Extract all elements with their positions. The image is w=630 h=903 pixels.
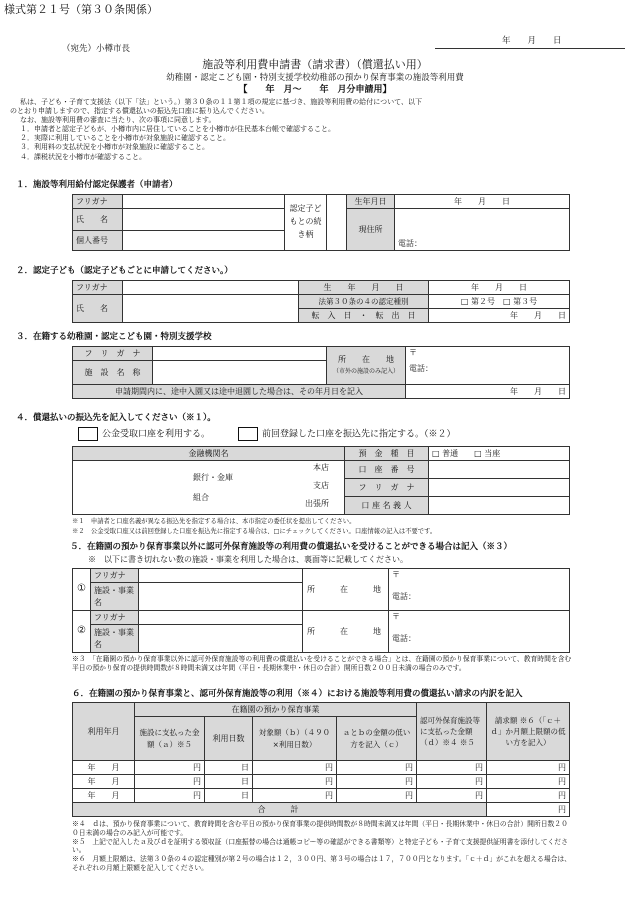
total-field[interactable]: 円 bbox=[487, 803, 570, 817]
child-furigana-field[interactable] bbox=[123, 281, 299, 295]
col-a-header: 施設に支払った金額（ａ）※５ bbox=[135, 717, 205, 761]
section4-heading: ４．償還払いの振込先を記入してください（※１）。 bbox=[16, 413, 216, 423]
section1-heading: １．施設等利用給付認定保護者（申請者） bbox=[16, 180, 178, 190]
other-address-field-1[interactable]: 〒 電話： bbox=[389, 569, 570, 611]
facility-address-label: 所 在 地 bbox=[338, 355, 394, 365]
other-furigana-field-1[interactable] bbox=[139, 569, 303, 583]
table-cell[interactable]: 円 bbox=[253, 761, 337, 775]
page-title: 施設等利用費申請書（請求書）（償還払い用） bbox=[202, 58, 428, 71]
applicant-name-field[interactable] bbox=[123, 209, 285, 231]
application-date: 年 月 日 bbox=[502, 36, 562, 46]
table-cell[interactable]: 円 bbox=[337, 761, 417, 775]
child-table bbox=[72, 280, 570, 323]
group-header: 在籍園の預かり保育事業 bbox=[135, 703, 417, 717]
child-name-label: 氏 名 bbox=[73, 295, 123, 323]
other-name-field-2[interactable] bbox=[139, 625, 303, 653]
table-cell[interactable]: 円 bbox=[253, 789, 337, 803]
note-5: ※５ 上記で記入したａ及びｄを証明する領収証（口座振替の場合は通帳コピー等の確認ができる書類等）と特定子ども・子育て支援提供証明書を添付してください。 bbox=[72, 837, 568, 855]
table-cell[interactable]: 円 bbox=[135, 789, 205, 803]
facility-address-note: （市外の施設のみ記入） bbox=[332, 368, 399, 376]
child-birth-field[interactable]: 年 月 日 bbox=[429, 281, 570, 295]
col-c-header: ａとｂの金額の低い方を記入（ｃ） bbox=[337, 717, 417, 761]
table-cell[interactable]: 円 bbox=[417, 761, 487, 775]
relation-label: 認定子どもとの続き柄 bbox=[285, 195, 327, 251]
section2-heading: ２．認定子ども（認定子どもごとに申請してください。） bbox=[16, 266, 233, 276]
account-furigana-field[interactable] bbox=[429, 479, 570, 497]
col-b-header: 対象額（ｂ）（４９０×利用日数） bbox=[253, 717, 337, 761]
child-move-label: 転 入 日 ・ 転 出 日 bbox=[299, 309, 429, 323]
note-3: ※３ 「在籍園の預かり保育事業以外に認可外保育施設等の利用費の償還払いを受けることができる場合」とは、在籍園の預かり保育事業について、教育時間を含む平日の預かり保育の提供時間数が８時間未満又は年間（平日・長期休業中・休日の合計）開所日数２００日未満の場合のみです。 bbox=[72, 655, 572, 672]
other-name-label-1: 施設・事業名 bbox=[91, 583, 139, 611]
facility-furigana-label: フ リ ガ ナ bbox=[73, 347, 153, 361]
applicant-address-field[interactable]: 電話： bbox=[395, 209, 570, 251]
account-furigana-label: フ リ ガ ナ bbox=[345, 479, 429, 497]
section3-heading: ３．在籍する幼稚園・認定こども園・特別支援学校 bbox=[16, 332, 212, 342]
public-account-checkbox[interactable] bbox=[78, 427, 98, 441]
applicant-furigana-field[interactable] bbox=[123, 195, 285, 209]
facility-midentry-label: 申請期間内に、途中入園又は途中退園した場合は、その年月日を記入 bbox=[73, 385, 406, 399]
relation-field[interactable] bbox=[327, 195, 347, 251]
period-line: 【 年 月～ 年 月分申請用】 bbox=[238, 85, 392, 95]
applicant-furigana-label: フリガナ bbox=[73, 195, 123, 209]
table-cell: 年 月 bbox=[73, 761, 135, 775]
other-facility-table bbox=[72, 568, 570, 653]
child-move-field[interactable]: 年 月 日 bbox=[429, 309, 570, 323]
note-1: ※１ 申請者と口座名義が異なる振込先を指定する場合は、本市指定の委任状を提出してください。 bbox=[72, 518, 356, 525]
table-cell bbox=[327, 347, 406, 385]
form-number: 様式第２１号（第３０条関係） bbox=[4, 3, 158, 16]
account-number-label: 口 座 番 号 bbox=[345, 461, 429, 479]
table-row bbox=[73, 775, 570, 789]
row-number-1: ① bbox=[73, 569, 91, 611]
child-furigana-label: フリガナ bbox=[73, 281, 123, 295]
account-holder-label: 口 座 名 義 人 bbox=[345, 497, 429, 515]
other-address-field-2[interactable]: 〒 電話： bbox=[389, 611, 570, 653]
other-furigana-field-2[interactable] bbox=[139, 611, 303, 625]
date-underline bbox=[435, 48, 625, 49]
child-kind-field[interactable]: □ 第２号 □ 第３号 bbox=[429, 295, 570, 309]
facility-address-field[interactable]: 〒 電話： bbox=[406, 347, 570, 385]
option-public-account[interactable]: 公金受取口座を利用する。 bbox=[78, 427, 210, 441]
table-cell[interactable]: 円 bbox=[253, 775, 337, 789]
footnotes bbox=[72, 820, 572, 873]
table-cell: 年 月 bbox=[73, 789, 135, 803]
note-4: ※４ ｄは、預かり保育事業について、教育時間を含む平日の預かり保育事業の提供時間数が８時間未満又は年間（平日・長期休業中・休日の合計）開所日数２００日未満の場合のみ記入が可能です。 bbox=[72, 820, 568, 837]
applicant-birth-field[interactable]: 年 月 日 bbox=[395, 195, 570, 209]
facility-table bbox=[72, 346, 570, 399]
addressee: （宛先）小樽市長 bbox=[62, 44, 131, 54]
breakdown-table bbox=[72, 702, 570, 817]
other-address-label-2: 所 在 地 bbox=[303, 611, 389, 653]
child-birth-label: 生 年 月 日 bbox=[299, 281, 429, 295]
table-cell: 年 月 bbox=[73, 775, 135, 789]
table-cell[interactable]: 円 bbox=[135, 761, 205, 775]
col-d-header: 認可外保育施設等に支払った金額（ｄ）※４ ※５ bbox=[417, 703, 487, 761]
section5-subnote: ※ 以下に書き切れない数の施設・事業を利用した場合は、裏面等に記載してください。 bbox=[88, 555, 408, 564]
col-month-header: 利用年月 bbox=[73, 703, 135, 761]
col-request-header: 請求額 ※６（「ｃ＋ｄ」か月額上限額の低い方を記入） bbox=[487, 703, 570, 761]
facility-furigana-field[interactable] bbox=[153, 347, 327, 361]
table-cell[interactable]: 円 bbox=[487, 775, 570, 789]
table-cell[interactable]: 円 bbox=[487, 761, 570, 775]
facility-name-field[interactable] bbox=[153, 361, 327, 385]
page-subtitle: 幼稚園・認定こども園・特別支援学校幼稚部の預かり保育事業の施設等利用費 bbox=[166, 73, 464, 83]
bank-table bbox=[72, 446, 570, 515]
bank-name-label: 金融機関名 bbox=[73, 447, 345, 461]
applicant-birth-label: 生年月日 bbox=[347, 195, 395, 209]
other-name-field-1[interactable] bbox=[139, 583, 303, 611]
intro-text: 私は、子ども・子育て支援法（以下「法」という。）第３０条の１１第１項の規定に基づき、施設等利用費の給付について、以下 のとおり申請しますので、指定する償還払いの振込先口座に振り込んでください。 なお、施設等利用費の審査に当たり、次の事項に同意します。 １．申請者と認定子どもが、小樽市内に居住していることを小樽市が住民基本台帳で確認すること。 ２．実際に利用していることを小樽市が対象施設に確認すること。 ３．利用料の支払状況を小樽市が対象施設に確認すること。 ４．課税状況を小樽市が確認すること。 bbox=[10, 98, 422, 161]
applicant-address-label: 現住所 bbox=[347, 209, 395, 251]
previous-account-checkbox[interactable] bbox=[238, 427, 258, 441]
section5-heading: ５．在籍園の預かり保育事業以外に認可外保育施設等の利用費の償還払いを受けることができる場合は記入（※３） bbox=[70, 542, 513, 552]
account-number-field[interactable] bbox=[429, 461, 570, 479]
table-row bbox=[73, 761, 570, 775]
other-furigana-label-1: フリガナ bbox=[91, 569, 139, 583]
child-name-field[interactable] bbox=[123, 295, 299, 323]
table-cell[interactable]: 円 bbox=[417, 789, 487, 803]
table-cell[interactable]: 円 bbox=[135, 775, 205, 789]
other-name-label-2: 施設・事業名 bbox=[91, 625, 139, 653]
deposit-type-field[interactable]: □ 普通 □ 当座 bbox=[429, 447, 570, 461]
table-cell[interactable]: 円 bbox=[337, 775, 417, 789]
table-cell[interactable]: 日 bbox=[205, 789, 253, 803]
option-previous-account[interactable]: 前回登録した口座を振込先に指定する。（※２） bbox=[238, 427, 456, 441]
table-cell[interactable]: 円 bbox=[487, 789, 570, 803]
table-row bbox=[73, 789, 570, 803]
applicant-mynumber-field[interactable] bbox=[123, 231, 285, 251]
account-holder-field[interactable] bbox=[429, 497, 570, 515]
applicant-name-label: 氏 名 bbox=[73, 209, 123, 231]
child-kind-label: 法第３０条の４の認定種別 bbox=[299, 295, 429, 309]
applicant-table bbox=[72, 194, 570, 251]
table-cell[interactable]: 日 bbox=[205, 761, 253, 775]
deposit-type-label: 預 金 種 目 bbox=[345, 447, 429, 461]
facility-name-label: 施 設 名 称 bbox=[73, 361, 153, 385]
row-number-2: ② bbox=[73, 611, 91, 653]
total-label: 合 計 bbox=[73, 803, 487, 817]
facility-midentry-field[interactable]: 年 月 日 bbox=[406, 385, 570, 399]
other-furigana-label-2: フリガナ bbox=[91, 611, 139, 625]
bank-name-field[interactable]: 銀行・金庫 組合 本店 支店 出張所 bbox=[73, 461, 345, 515]
table-cell[interactable]: 円 bbox=[417, 775, 487, 789]
table-cell[interactable]: 日 bbox=[205, 775, 253, 789]
other-address-label-1: 所 在 地 bbox=[303, 569, 389, 611]
section6-heading: ６．在籍園の預かり保育事業と、認可外保育施設等の利用（※４）における施設等利用費の償還払い請求の内訳を記入 bbox=[72, 689, 523, 699]
applicant-mynumber-label: 個人番号 bbox=[73, 231, 123, 251]
table-cell[interactable]: 円 bbox=[337, 789, 417, 803]
note-6: ※６ 月額上限額は、法第３０条の４の認定種別が第２号の場合は１２，３００円、第３号の場合は１７，７００円となります。「ｃ＋ｄ」がこれを超える場合は、それぞれの月額上限額を記入してください。 bbox=[72, 855, 572, 873]
col-days-header: 利用日数 bbox=[205, 717, 253, 761]
note-2: ※２ 公金受取口座又は前回登録した口座を振込先に指定する場合は、□にチェックしてください。口座情報の記入は不要です。 bbox=[72, 528, 437, 535]
